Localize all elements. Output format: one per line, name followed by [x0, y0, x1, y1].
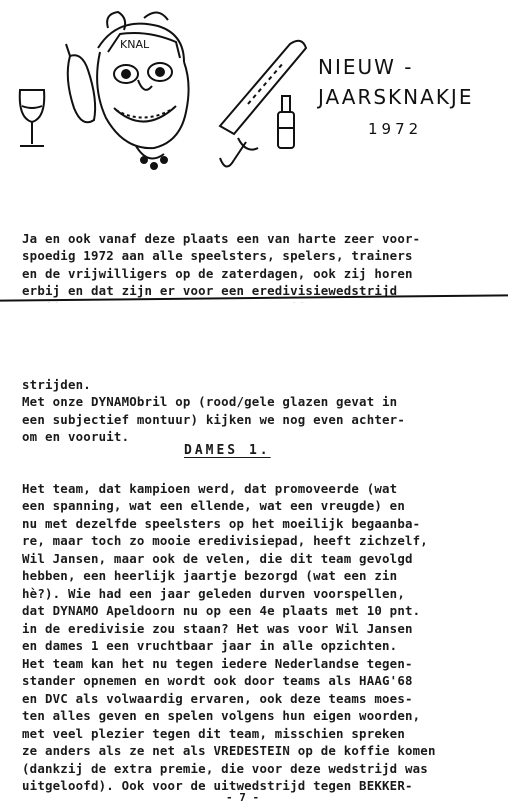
- clown-face-icon: [97, 12, 188, 169]
- firecracker-icon: [220, 138, 258, 167]
- page-number: - 7 -: [226, 791, 260, 804]
- dames-line: ten alles geven en spelen volgens hun eigen woorden,: [22, 708, 421, 723]
- dames-line: hè?). Wie had een jaar geleden durven voorspellen,: [22, 585, 405, 601]
- title-line-1: NIEUW -: [318, 55, 414, 79]
- dames-line: en DVC als volwaardig ervaren, ook deze teams moes-: [22, 690, 413, 706]
- dames-line: dat DYNAMO Apeldoorn nu op een 4e plaats met 10 pnt.: [22, 603, 421, 618]
- intro-line: erbij en dat zijn er voor een eredivisiewedstrijd: [22, 283, 398, 298]
- hat-label: KNAL: [120, 38, 150, 51]
- dames-line: Wil Jansen, maar ook de velen, die dit team gevolgd: [22, 550, 413, 566]
- dames-line: stander opnemen en wordt ook door teams als HAAG'68: [22, 673, 413, 688]
- dames-line: in de eredivisie zou staan? Het was voor Wil Jansen: [22, 620, 413, 636]
- dames-line: ze anders als ze net als VREDESTEIN op de koffie komen: [22, 743, 436, 758]
- new-year-cartoon-illustration: [8, 8, 308, 178]
- continued-line: strijden.: [22, 376, 91, 392]
- dames-line: en dames 1 een vruchtbaar jaar in alle opzichten.: [22, 638, 398, 653]
- dames-line: nu met dezelfde speelsters op het moeilijk begaanba-: [22, 515, 421, 531]
- bottle-icon: [66, 44, 95, 122]
- dames-line: uitgeloofd). Ook voor de uitwedstrijd tegen BEKKER-: [22, 778, 413, 793]
- page-gap: [0, 303, 508, 353]
- title-line-2: JAARSKNAKJE: [318, 85, 474, 109]
- dames-line: (dankzij de extra premie, die voor deze wedstrijd was: [22, 760, 428, 776]
- continued-line: een subjectief montuur) kijken we nog even achter-: [22, 411, 405, 427]
- newsletter-title: [318, 52, 473, 112]
- dames-line: met veel plezier tegen dit team, misschien spreken: [22, 725, 405, 741]
- continued-line: Met onze DYNAMObril op (rood/gele glazen gevat in: [22, 394, 398, 409]
- dames-line: re, maar toch zo mooie eredivisiepad, heeft zichzelf,: [22, 533, 428, 548]
- intro-line: en de vrijwilligers op de zaterdagen, ook zij horen: [22, 265, 413, 281]
- dames-line: Het team kan het nu tegen iedere Nederlandse tegen-: [22, 655, 413, 671]
- wine-glass-icon: [20, 90, 45, 146]
- section-heading: DAMES 1.: [184, 443, 271, 458]
- dames-line: een spanning, wat een ellende, wat een vreugde) en: [22, 498, 405, 513]
- intro-line: Ja en ook vanaf deze plaats een van harte zeer voor-: [22, 230, 421, 246]
- dames-paragraph: [22, 462, 436, 812]
- dames-line: hebben, een heerlijk jaartje bezorgd (wat een zin: [22, 568, 398, 583]
- dames-line: Het team, dat kampioen werd, dat promoveerde (wat: [22, 480, 398, 496]
- title-year: 1972: [368, 120, 423, 138]
- small-bottle-icon: [278, 96, 294, 148]
- intro-line: spoedig 1972 aan alle speelsters, spelers, trainers: [22, 248, 413, 263]
- continued-line: om en vooruit.: [22, 429, 130, 444]
